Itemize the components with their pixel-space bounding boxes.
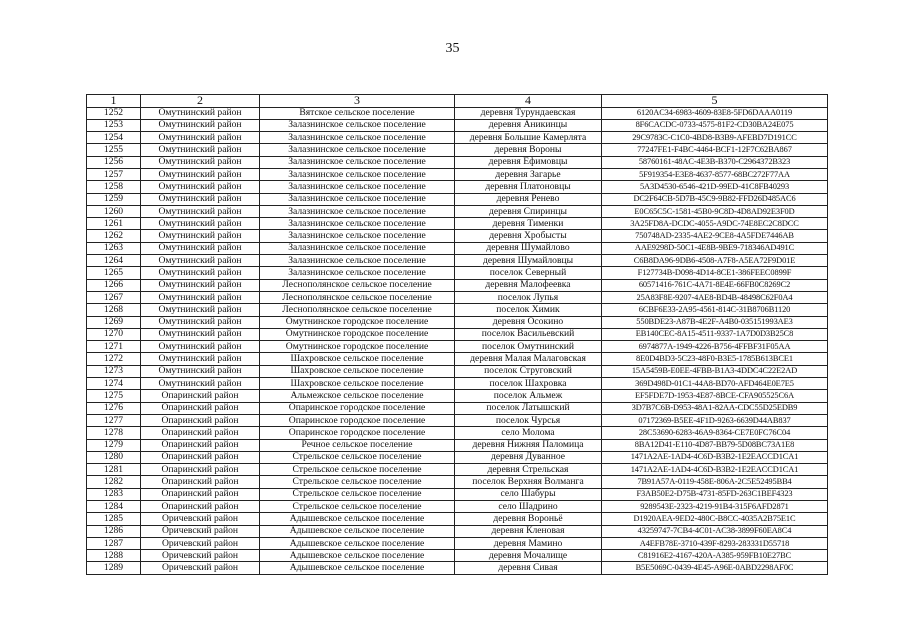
row-number-cell: 1253 [87,119,141,131]
settlement-cell: Омутнинское городское поселение [260,316,455,328]
locality-cell: поселок Химик [455,304,602,316]
row-number-cell: 1271 [87,341,141,353]
district-cell: Оричевский район [141,525,260,537]
settlement-cell: Омутнинское городское поселение [260,328,455,340]
row-number-cell: 1266 [87,279,141,291]
guid-cell: E0C65C5C-1581-45B0-9C8D-4D8AD92E3F0D [602,205,828,217]
table-row [87,378,828,390]
settlement-cell: Леснополянское сельское поселение [260,279,455,291]
row-number-cell: 1280 [87,451,141,463]
row-number-cell: 1275 [87,390,141,402]
table-row [87,255,828,267]
settlement-cell: Альмежское сельское поселение [260,390,455,402]
district-cell: Омутнинский район [141,291,260,303]
guid-cell: 6974877A-1949-4226-B756-4FFBF31F05AA [602,341,828,353]
district-cell: Омутнинский район [141,119,260,131]
guid-cell: 3A25FD8A-DCDC-4055-A9DC-74E8EC2C8DCC [602,218,828,230]
row-number-cell: 1270 [87,328,141,340]
table-row [87,230,828,242]
locality-cell: деревня Дуванное [455,451,602,463]
settlement-cell: Залазнинское сельское поселение [260,119,455,131]
row-number-cell: 1268 [87,304,141,316]
guid-cell: 8F6CACDC-0733-4575-81F2-CD30BA24E075 [602,119,828,131]
locality-cell: деревня Загарье [455,168,602,180]
row-number-cell: 1257 [87,168,141,180]
locality-cell: поселок Северный [455,267,602,279]
district-cell: Оричевский район [141,550,260,562]
locality-cell: поселок Шахровка [455,378,602,390]
row-number-cell: 1279 [87,439,141,451]
guid-cell: 60571416-761C-4A71-8E4E-66FB0C8269C2 [602,279,828,291]
guid-cell: 58760161-48AC-4E3B-B370-C2964372B323 [602,156,828,168]
table-row [87,267,828,279]
settlement-cell: Стрельское сельское поселение [260,476,455,488]
table-row [87,132,828,144]
locality-cell: поселок Омутнинский [455,341,602,353]
locality-cell: поселок Лупья [455,291,602,303]
table-row [87,562,828,574]
row-number-cell: 1259 [87,193,141,205]
district-cell: Омутнинский район [141,328,260,340]
row-number-cell: 1273 [87,365,141,377]
locality-cell: деревня Хробысты [455,230,602,242]
district-cell: Омутнинский район [141,341,260,353]
table-row [87,291,828,303]
locality-cell: деревня Мочалище [455,550,602,562]
row-number-cell: 1282 [87,476,141,488]
locality-cell: село Шадрино [455,501,602,513]
locality-cell: деревня Кленовая [455,525,602,537]
district-cell: Опаринский район [141,439,260,451]
table-row [87,205,828,217]
locality-cell: поселок Струговский [455,365,602,377]
guid-cell: 1471A2AE-1AD4-4C6D-B3B2-1E2EACCD1CA1 [602,464,828,476]
guid-cell: D1920AEA-9ED2-480C-B8CC-4035A2B75E1C [602,513,828,525]
settlement-cell: Леснополянское сельское поселение [260,304,455,316]
locality-cell: деревня Осокино [455,316,602,328]
locality-cell: село Молома [455,427,602,439]
district-cell: Омутнинский район [141,267,260,279]
guid-cell: 3D7B7C6B-D953-48A1-82AA-CDC55D25EDB9 [602,402,828,414]
locality-cell: деревня Большие Камерлята [455,132,602,144]
row-number-cell: 1287 [87,537,141,549]
table-row [87,181,828,193]
table-row [87,439,828,451]
district-cell: Омутнинский район [141,168,260,180]
row-number-cell: 1277 [87,414,141,426]
row-number-cell: 1267 [87,291,141,303]
column-header: 2 [141,95,260,108]
guid-cell: 6120AC34-6983-4609-83E8-5FD6DAAA0119 [602,107,828,119]
district-cell: Опаринский район [141,464,260,476]
row-number-cell: 1276 [87,402,141,414]
table-row [87,341,828,353]
row-number-cell: 1288 [87,550,141,562]
table-row [87,488,828,500]
row-number-cell: 1265 [87,267,141,279]
table-row [87,168,828,180]
district-cell: Опаринский район [141,390,260,402]
table-row [87,193,828,205]
settlement-cell: Леснополянское сельское поселение [260,291,455,303]
column-header: 4 [455,95,602,108]
row-number-cell: 1284 [87,501,141,513]
district-cell: Опаринский район [141,451,260,463]
settlement-cell: Адышевское сельское поселение [260,537,455,549]
guid-cell: EB140CEC-8A15-4511-9337-1A7D0D3B25C8 [602,328,828,340]
district-cell: Омутнинский район [141,218,260,230]
district-cell: Оричевский район [141,513,260,525]
settlement-cell: Залазнинское сельское поселение [260,267,455,279]
settlement-cell: Залазнинское сельское поселение [260,242,455,254]
table-row [87,328,828,340]
district-cell: Омутнинский район [141,378,260,390]
guid-cell: 9289543E-2323-4219-91B4-315F6AFD2871 [602,501,828,513]
district-cell: Оричевский район [141,562,260,574]
settlement-cell: Залазнинское сельское поселение [260,193,455,205]
row-number-cell: 1263 [87,242,141,254]
settlement-cell: Залазнинское сельское поселение [260,230,455,242]
column-header: 5 [602,95,828,108]
district-cell: Омутнинский район [141,279,260,291]
settlement-cell: Шахровское сельское поселение [260,378,455,390]
district-cell: Опаринский район [141,476,260,488]
guid-cell: 77247FE1-F4BC-4464-BCF1-12F7C62BA867 [602,144,828,156]
table-row [87,501,828,513]
district-cell: Омутнинский район [141,156,260,168]
locality-cell: деревня Вороны [455,144,602,156]
guid-cell: 25A83F8E-9207-4AE8-BD4B-48498C62F0A4 [602,291,828,303]
table-row [87,427,828,439]
settlement-cell: Залазнинское сельское поселение [260,144,455,156]
settlement-cell: Залазнинское сельское поселение [260,218,455,230]
guid-cell: C6B8DA96-9DB6-4508-A7F8-A5EA72F9D01E [602,255,828,267]
guid-cell: 1471A2AE-1AD4-4C6D-B3B2-1E2EACCD1CA1 [602,451,828,463]
settlement-cell: Стрельское сельское поселение [260,501,455,513]
table-row [87,156,828,168]
guid-cell: 550BDE23-A87B-4E2F-A4B0-035151993AE3 [602,316,828,328]
district-cell: Омутнинский район [141,181,260,193]
row-number-cell: 1255 [87,144,141,156]
row-number-cell: 1262 [87,230,141,242]
settlement-cell: Залазнинское сельское поселение [260,181,455,193]
row-number-cell: 1289 [87,562,141,574]
locality-cell: поселок Латышский [455,402,602,414]
locality-cell: поселок Чурсья [455,414,602,426]
guid-cell: 5A3D4530-6546-421D-99ED-41C8FB40293 [602,181,828,193]
guid-cell: 29C9783C-C1C0-4BD8-B3B9-AFEBD7D191CC [602,132,828,144]
row-number-cell: 1269 [87,316,141,328]
table-row [87,304,828,316]
table-row [87,279,828,291]
row-number-cell: 1256 [87,156,141,168]
locality-cell: деревня Платоновцы [455,181,602,193]
row-number-cell: 1283 [87,488,141,500]
district-cell: Опаринский район [141,427,260,439]
settlement-cell: Залазнинское сельское поселение [260,255,455,267]
settlement-cell: Залазнинское сельское поселение [260,132,455,144]
locality-cell: деревня Турундаевская [455,107,602,119]
table-row [87,402,828,414]
district-cell: Омутнинский район [141,316,260,328]
district-cell: Омутнинский район [141,242,260,254]
locality-cell: деревня Тименки [455,218,602,230]
locality-cell: деревня Сивая [455,562,602,574]
settlement-cell: Опаринское городское поселение [260,402,455,414]
table-row [87,144,828,156]
table-row [87,476,828,488]
table-row [87,414,828,426]
table-row [87,513,828,525]
guid-cell: F127734B-D098-4D14-8CE1-386FEEC0899F [602,267,828,279]
table-row [87,451,828,463]
guid-cell: B5E5069C-0439-4E45-A96E-0ABD2298AF0C [602,562,828,574]
row-number-cell: 1286 [87,525,141,537]
district-cell: Опаринский район [141,488,260,500]
row-number-cell: 1252 [87,107,141,119]
row-number-cell: 1281 [87,464,141,476]
settlement-cell: Адышевское сельское поселение [260,550,455,562]
table-row [87,390,828,402]
locality-cell: деревня Шумайлово [455,242,602,254]
row-number-cell: 1261 [87,218,141,230]
guid-cell: DC2F64CB-5D7B-45C9-9B82-FFD26D485AC6 [602,193,828,205]
settlement-cell: Стрельское сельское поселение [260,451,455,463]
row-number-cell: 1274 [87,378,141,390]
district-cell: Омутнинский район [141,193,260,205]
table-row [87,107,828,119]
guid-cell: 8E0D4BD3-5C23-48F0-B3E5-1785B613BCE1 [602,353,828,365]
table-row [87,550,828,562]
locality-cell: деревня Мамино [455,537,602,549]
district-cell: Опаринский район [141,501,260,513]
locality-cell: деревня Малофеевка [455,279,602,291]
guid-cell: 6CBF6E33-2A95-4561-814C-31B8706B1120 [602,304,828,316]
district-cell: Омутнинский район [141,205,260,217]
locality-cell: село Шабуры [455,488,602,500]
table-row [87,353,828,365]
page-number: 35 [445,41,460,56]
locality-cell: деревня Нижняя Паломица [455,439,602,451]
settlement-cell: Адышевское сельское поселение [260,562,455,574]
settlement-cell: Вятское сельское поселение [260,107,455,119]
row-number-cell: 1260 [87,205,141,217]
guid-cell: 5F919354-E3E8-4637-8577-68BC272F77AA [602,168,828,180]
guid-cell: 369D498D-01C1-44A8-BD70-AFD464E0E7E5 [602,378,828,390]
row-number-cell: 1272 [87,353,141,365]
settlement-cell: Шахровское сельское поселение [260,353,455,365]
guid-cell: 750748AD-2335-4AE2-9CE8-4A5FDE7446AB [602,230,828,242]
settlement-cell: Шахровское сельское поселение [260,365,455,377]
table-row [87,316,828,328]
settlement-cell: Адышевское сельское поселение [260,525,455,537]
settlement-cell: Адышевское сельское поселение [260,513,455,525]
district-cell: Омутнинский район [141,144,260,156]
locality-cell: деревня Вороньё [455,513,602,525]
settlements-table [86,94,828,575]
locality-cell: деревня Спиринцы [455,205,602,217]
row-number-cell: 1264 [87,255,141,267]
table-body [87,107,828,574]
guid-cell: 43259747-7CB4-4C01-AC38-3899F60EA8C4 [602,525,828,537]
guid-cell: C81916E2-4167-420A-A385-959FB10E27BC [602,550,828,562]
locality-cell: деревня Ренево [455,193,602,205]
row-number-cell: 1285 [87,513,141,525]
settlement-cell: Залазнинское сельское поселение [260,168,455,180]
district-cell: Оричевский район [141,537,260,549]
guid-cell: EF5FDE7D-1953-4E87-8BCE-CFA905525C6A [602,390,828,402]
table-row [87,464,828,476]
row-number-cell: 1278 [87,427,141,439]
table-row [87,119,828,131]
district-cell: Омутнинский район [141,304,260,316]
table-row [87,537,828,549]
settlement-cell: Стрельское сельское поселение [260,488,455,500]
guid-cell: 8BA12D41-E110-4D87-BB79-5D08BC73A1E8 [602,439,828,451]
row-number-cell: 1258 [87,181,141,193]
locality-cell: деревня Аникинцы [455,119,602,131]
district-cell: Омутнинский район [141,365,260,377]
district-cell: Опаринский район [141,414,260,426]
table-row [87,218,828,230]
locality-cell: деревня Ефимовцы [455,156,602,168]
guid-cell: F3AB50E2-D75B-4731-85FD-263C1BEF4323 [602,488,828,500]
table-header-row [87,95,828,108]
locality-cell: деревня Шумайловцы [455,255,602,267]
settlement-cell: Омутнинское городское поселение [260,341,455,353]
guid-cell: 28C53690-6283-46A9-8364-CE7E0FC76C04 [602,427,828,439]
locality-cell: поселок Альмеж [455,390,602,402]
district-cell: Омутнинский район [141,353,260,365]
district-cell: Опаринский район [141,402,260,414]
row-number-cell: 1254 [87,132,141,144]
guid-cell: 7B91A57A-0119-458E-806A-2C5E52495BB4 [602,476,828,488]
table-row [87,525,828,537]
guid-cell: AAE9298D-50C1-4E8B-9BE9-718346AD491C [602,242,828,254]
settlement-cell: Опаринское городское поселение [260,414,455,426]
settlement-cell: Залазнинское сельское поселение [260,205,455,217]
table-row [87,242,828,254]
guid-cell: 07172369-B5EE-4F1D-9263-6639D44AB837 [602,414,828,426]
district-cell: Омутнинский район [141,230,260,242]
district-cell: Омутнинский район [141,132,260,144]
district-cell: Омутнинский район [141,255,260,267]
locality-cell: деревня Стрельская [455,464,602,476]
settlement-cell: Речное сельское поселение [260,439,455,451]
locality-cell: поселок Васильевский [455,328,602,340]
settlement-cell: Стрельское сельское поселение [260,464,455,476]
locality-cell: поселок Верхняя Волманга [455,476,602,488]
guid-cell: A4EFB78E-3710-439F-8293-283331D55718 [602,537,828,549]
district-cell: Омутнинский район [141,107,260,119]
column-header: 3 [260,95,455,108]
column-header: 1 [87,95,141,108]
locality-cell: деревня Малая Малаговская [455,353,602,365]
table-row [87,365,828,377]
settlement-cell: Залазнинское сельское поселение [260,156,455,168]
settlement-cell: Опаринское городское поселение [260,427,455,439]
guid-cell: 15A5459B-E0EE-4FBB-B1A3-4DDC4C22E2AD [602,365,828,377]
